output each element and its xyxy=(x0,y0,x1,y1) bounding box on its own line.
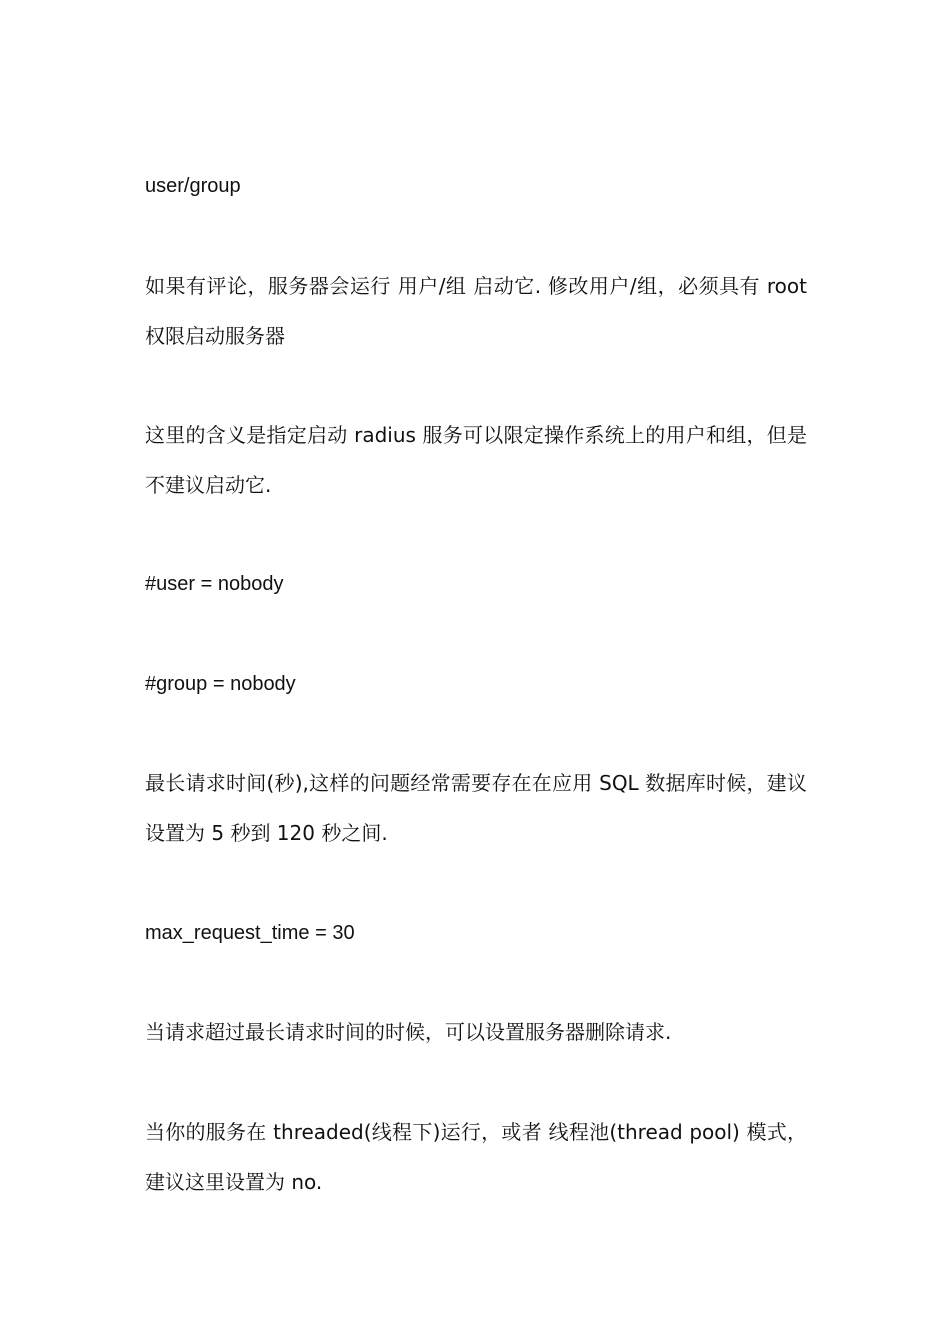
paragraph-user-group-meaning: 这里的含义是指定启动 radius 服务可以限定操作系统上的用户和组，但是不建议启动它. xyxy=(145,423,807,497)
heading-user-group: user/group xyxy=(145,175,241,197)
paragraph-delete-request: 当请求超过最长请求时间的时候，可以设置服务器删除请求. xyxy=(145,1020,672,1044)
paragraph-comment-note: 如果有评论，服务器会运行 用户/组 启动它. 修改用户/组，必须具有 root 权限启动服务器 xyxy=(145,274,807,348)
paragraph-threaded-mode: 当你的服务在 threaded(线程下)运行，或者 线程池(thread pool) 模式，建议这里设置为 no. xyxy=(145,1120,807,1194)
config-line-max-request-time: max_request_time = 30 xyxy=(145,922,355,944)
config-line-user: #user = nobody xyxy=(145,573,284,595)
paragraph-max-request-time: 最长请求时间(秒),这样的问题经常需要存在在应用 SQL 数据库时候，建议设置为 5 秒到 120 秒之间. xyxy=(145,771,807,845)
config-line-group: #group = nobody xyxy=(145,673,296,695)
